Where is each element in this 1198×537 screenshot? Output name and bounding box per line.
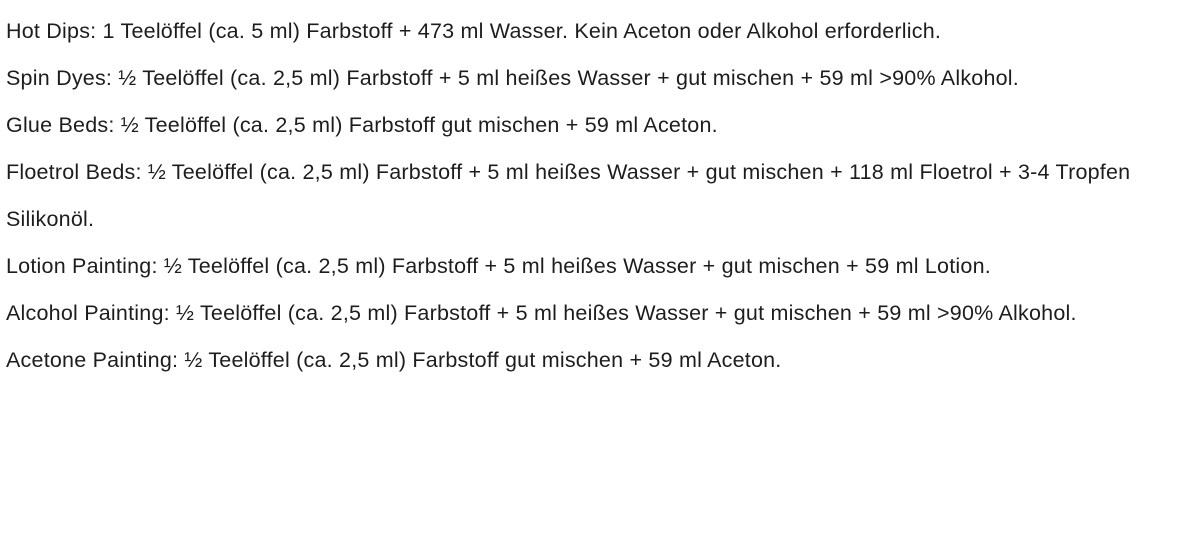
instruction-paragraph-hot-dips: Hot Dips: 1 Teelöffel (ca. 5 ml) Farbstoff + 473 ml Wasser. Kein Aceton oder Alkohol erforderlich. — [6, 19, 942, 43]
instruction-paragraph-floetrol-beds: Floetrol Beds: ½ Teelöffel (ca. 2,5 ml) Farbstoff + 5 ml heißes Wasser + gut mischen + 118 ml Floetrol + 3-4 Tropfen Silikonöl. — [6, 160, 1131, 231]
instruction-paragraph-acetone-painting: Acetone Painting: ½ Teelöffel (ca. 2,5 ml) Farbstoff gut mischen + 59 ml Aceton. — [6, 348, 782, 372]
instruction-paragraph-alcohol-painting: Alcohol Painting: ½ Teelöffel (ca. 2,5 ml) Farbstoff + 5 ml heißes Wasser + gut mischen + 59 ml >90% Alkohol. — [6, 301, 1077, 325]
instruction-paragraph-lotion-painting: Lotion Painting: ½ Teelöffel (ca. 2,5 ml) Farbstoff + 5 ml heißes Wasser + gut mischen + 59 ml Lotion. — [6, 254, 991, 278]
instruction-paragraph-glue-beds: Glue Beds: ½ Teelöffel (ca. 2,5 ml) Farbstoff gut mischen + 59 ml Aceton. — [6, 113, 718, 137]
instruction-paragraph-spin-dyes: Spin Dyes: ½ Teelöffel (ca. 2,5 ml) Farbstoff + 5 ml heißes Wasser + gut mischen + 59 ml >90% Alkohol. — [6, 66, 1019, 90]
